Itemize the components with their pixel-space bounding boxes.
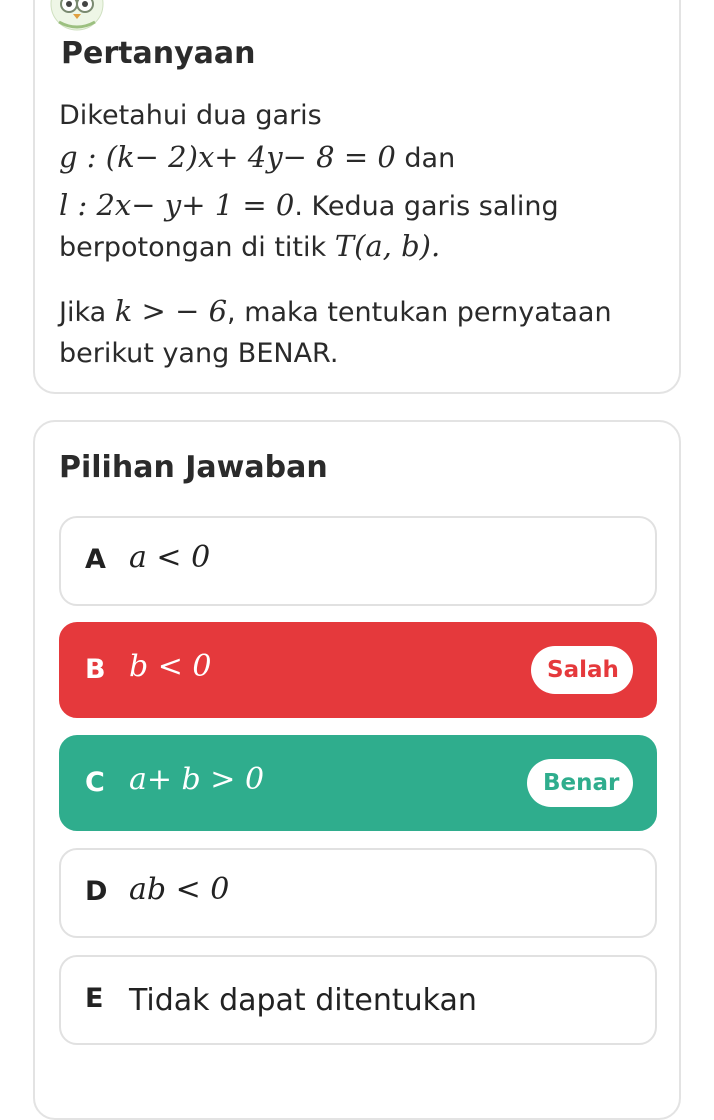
question-text-1: Diketahui dua garis xyxy=(59,100,322,131)
option-letter: D xyxy=(85,876,108,907)
question-text-5: , maka tentukan pernyataan xyxy=(227,297,612,328)
option-letter: C xyxy=(85,767,105,798)
option-text: a+ b > 0 xyxy=(129,762,265,797)
question-line-6 xyxy=(59,332,338,375)
point-t: T(a, b). xyxy=(334,229,441,263)
option-c[interactable] xyxy=(59,735,657,831)
question-title: Pertanyaan xyxy=(61,36,256,71)
question-text-4: berpotongan di titik xyxy=(59,232,335,263)
question-line-5 xyxy=(59,290,612,334)
condition-k: k > − 6 xyxy=(114,294,228,328)
option-d[interactable] xyxy=(59,848,657,938)
question-text-jika: Jika xyxy=(59,297,115,328)
answers-title: Pilihan Jawaban xyxy=(59,450,328,485)
answers-card xyxy=(33,420,681,1120)
equation-g: g : (k− 2)x+ 4y− 8 = 0 xyxy=(59,140,396,174)
option-text: a < 0 xyxy=(129,540,211,575)
question-text-dan: dan xyxy=(395,143,456,174)
wrong-badge: Salah xyxy=(531,646,633,694)
question-card xyxy=(33,0,681,394)
option-a[interactable] xyxy=(59,516,657,606)
question-line-4 xyxy=(59,225,440,269)
owl-mascot-logo-icon xyxy=(47,0,107,32)
option-text: Tidak dapat ditentukan xyxy=(129,983,477,1018)
option-letter: A xyxy=(85,544,106,575)
option-text: b < 0 xyxy=(129,649,212,684)
option-letter: E xyxy=(85,983,104,1014)
question-line-3 xyxy=(59,184,559,228)
option-letter: B xyxy=(85,654,106,685)
option-text: ab < 0 xyxy=(129,872,230,907)
question-line-2 xyxy=(59,136,455,180)
question-text-3: . Kedua garis saling xyxy=(294,191,559,222)
option-e[interactable] xyxy=(59,955,657,1045)
correct-badge: Benar xyxy=(527,759,633,807)
equation-l: l : 2x− y+ 1 = 0 xyxy=(59,188,295,222)
option-b[interactable] xyxy=(59,622,657,718)
question-text-6: berikut yang BENAR. xyxy=(59,338,339,369)
question-line-1 xyxy=(59,94,322,137)
